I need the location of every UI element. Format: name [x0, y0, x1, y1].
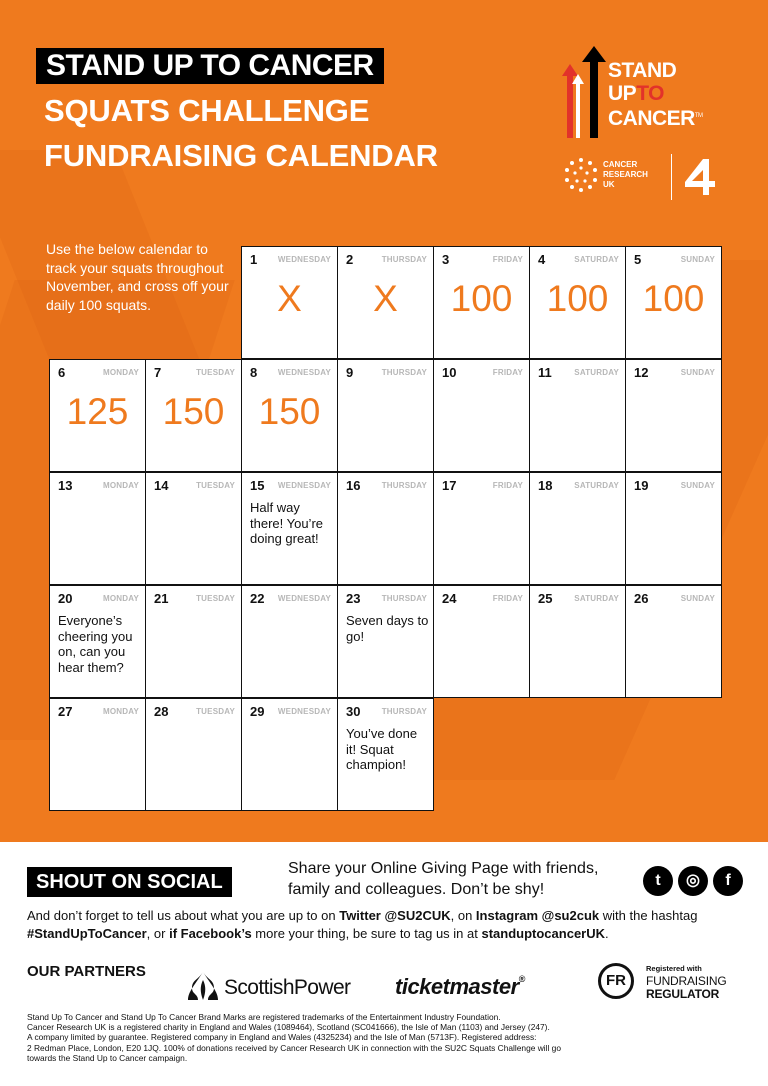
weekday-label: THURSDAY	[381, 594, 427, 603]
tagline-text: , on	[450, 908, 476, 923]
footer-line: A company limited by guarantee. Registered company in England and Wales (4325234) and the Isle of Man (5713F). Registered address:	[27, 1032, 537, 1043]
day-number: 28	[154, 704, 169, 719]
tagline-text: , or	[146, 926, 170, 941]
weekday-label: WEDNESDAY	[277, 707, 331, 716]
weekday-label: THURSDAY	[381, 368, 427, 377]
squat-entry: 100	[642, 278, 705, 319]
day-number: 29	[250, 704, 265, 719]
shout-on-social-label: SHOUT ON SOCIAL	[27, 867, 232, 897]
facebook-mention: if Facebook’s	[169, 926, 252, 941]
calendar-day-cell[interactable]	[433, 246, 530, 359]
shout-text: Share your Online Giving Page with friends, family and colleagues. Don’t be shy!	[288, 860, 599, 898]
cru-line-2: RESEARCH	[603, 170, 648, 179]
weekday-label: SUNDAY	[680, 255, 715, 264]
weekday-label: FRIDAY	[492, 255, 523, 264]
footer-line: Stand Up To Cancer and Stand Up To Cancer Brand Marks are registered trademarks of the Entertainment Industry Foundation.	[27, 1012, 501, 1022]
calendar-day-cell[interactable]	[145, 359, 242, 472]
day-number: 16	[346, 478, 361, 493]
scottishpower-text: ScottishPower	[224, 976, 351, 999]
day-number: 21	[154, 591, 169, 606]
facebook-icon[interactable]: f	[713, 866, 743, 896]
title-line-3: FUNDRAISING CALENDAR	[44, 138, 438, 173]
fr-line-1: Registered with	[646, 964, 702, 973]
day-number: 13	[58, 478, 73, 493]
squat-entry: X	[277, 278, 302, 319]
squat-entry: 100	[546, 278, 609, 319]
calendar-day-cell[interactable]	[433, 359, 530, 472]
our-partners-heading: OUR PARTNERS	[27, 963, 146, 980]
trademark-symbol: TM	[694, 113, 703, 119]
squat-entry: 125	[66, 391, 129, 432]
weekday-label: SUNDAY	[680, 594, 715, 603]
calendar-day-cell[interactable]	[241, 472, 338, 585]
ticketmaster-text: ticketmaster	[395, 974, 519, 999]
squat-entry: X	[373, 278, 398, 319]
squat-entry: 150	[258, 391, 321, 432]
day-number: 17	[442, 478, 457, 493]
weekday-label: FRIDAY	[492, 481, 523, 490]
day-number: 18	[538, 478, 553, 493]
cancer-research-uk-text	[603, 160, 648, 190]
title-line-2: SQUATS CHALLENGE	[44, 93, 370, 128]
weekday-label: SATURDAY	[574, 255, 619, 264]
calendar-day-cell[interactable]	[337, 359, 434, 472]
day-number: 27	[58, 704, 73, 719]
calendar-day-cell[interactable]	[145, 698, 242, 811]
day-number: 25	[538, 591, 553, 606]
weekday-label: THURSDAY	[381, 255, 427, 264]
calendar-day-cell[interactable]	[433, 472, 530, 585]
motivational-note: Half way there! You’re doing great!	[250, 500, 324, 546]
squat-entry: 150	[162, 391, 225, 432]
day-number: 15	[250, 478, 265, 493]
title-box: STAND UP TO CANCER	[36, 48, 384, 84]
logo-text-stand: STAND	[608, 59, 677, 82]
weekday-label: TUESDAY	[196, 368, 235, 377]
calendar-day-cell[interactable]	[241, 246, 338, 359]
calendar-day-cell[interactable]	[433, 585, 530, 698]
calendar-day-cell[interactable]	[241, 359, 338, 472]
day-number: 7	[154, 365, 162, 380]
calendar-day-cell[interactable]	[49, 585, 146, 698]
weekday-label: WEDNESDAY	[277, 481, 331, 490]
registered-mark: ®	[518, 974, 525, 984]
weekday-label: THURSDAY	[381, 707, 427, 716]
day-number: 9	[346, 365, 354, 380]
footer-line: 2 Redman Place, London, E20 1JQ. 100% of donations received by Cancer Research UK in connection with the SU2C Squats Challenge will go	[27, 1042, 561, 1053]
weekday-label: FRIDAY	[492, 368, 523, 377]
calendar-day-cell[interactable]	[49, 472, 146, 585]
day-number: 14	[154, 478, 169, 493]
stand-up-to-cancer-logo	[558, 46, 718, 146]
weekday-label: SATURDAY	[574, 481, 619, 490]
weekday-label: FRIDAY	[492, 594, 523, 603]
calendar-day-cell[interactable]	[529, 246, 626, 359]
weekday-label: MONDAY	[102, 368, 139, 377]
weekday-label: TUESDAY	[196, 594, 235, 603]
day-number: 30	[346, 704, 361, 719]
day-number: 3	[442, 252, 450, 267]
social-tagline	[27, 907, 747, 943]
day-number: 12	[634, 365, 649, 380]
weekday-label: WEDNESDAY	[277, 368, 331, 377]
arrows-icon	[558, 46, 608, 142]
day-number: 24	[442, 591, 457, 606]
day-number: 8	[250, 365, 258, 380]
cru-line-1: CANCER	[603, 160, 638, 169]
weekday-label: MONDAY	[102, 481, 139, 490]
calendar-day-cell[interactable]	[337, 246, 434, 359]
calendar-day-cell[interactable]	[241, 585, 338, 698]
logo-text-up: UP	[608, 82, 637, 105]
calendar-day-cell[interactable]	[625, 472, 722, 585]
weekday-label: WEDNESDAY	[277, 594, 331, 603]
calendar-day-cell[interactable]	[49, 359, 146, 472]
calendar-day-cell[interactable]	[49, 698, 146, 811]
calendar-day-cell[interactable]	[337, 585, 434, 698]
fr-line-3: REGULATOR	[646, 987, 720, 1001]
weekday-label: SUNDAY	[680, 481, 715, 490]
cancer-research-uk-icon	[563, 157, 599, 193]
instagram-icon[interactable]: ◎	[678, 866, 708, 896]
calendar-day-cell[interactable]	[529, 472, 626, 585]
day-number: 2	[346, 252, 354, 267]
motivational-note: You’ve done it! Squat champion!	[346, 726, 418, 772]
day-number: 6	[58, 365, 66, 380]
weekday-label: MONDAY	[102, 594, 139, 603]
twitter-icon[interactable]: t	[643, 866, 673, 896]
calendar-day-cell[interactable]	[241, 698, 338, 811]
tagline-text: more your thing, be sure to tag us in at	[251, 926, 482, 941]
footer-line: Cancer Research UK is a registered charity in England and Wales (1089464), Scotland (SC041666), the Isle of Man (1103) and Jersey (247).	[27, 1022, 550, 1033]
weekday-label: MONDAY	[102, 707, 139, 716]
day-number: 1	[250, 252, 258, 267]
calendar-day-cell[interactable]	[529, 585, 626, 698]
calendar-day-cell[interactable]	[625, 246, 722, 359]
instagram-handle[interactable]: Instagram @su2cuk	[475, 908, 600, 923]
intro-text: Use the below calendar to track your squats throughout November, and cross off your daily 100 squats.	[46, 241, 229, 313]
weekday-label: SATURDAY	[574, 368, 619, 377]
cru-line-3: UK	[603, 180, 615, 189]
day-number: 20	[58, 591, 73, 606]
footer-line: towards the Stand Up to Cancer campaign.	[27, 1052, 188, 1063]
logo-text-to: TO	[636, 82, 664, 105]
cancer-research-channel4-logos	[563, 154, 723, 212]
day-number: 4	[538, 252, 546, 267]
fr-badge: FR	[598, 963, 634, 999]
weekday-label: TUESDAY	[196, 481, 235, 490]
tagline-text: And don’t forget to tell us about what you are up to on	[27, 908, 340, 923]
weekday-label: TUESDAY	[196, 707, 235, 716]
day-number: 5	[634, 252, 642, 267]
calendar-day-cell[interactable]	[625, 359, 722, 472]
squat-entry: 100	[450, 278, 513, 319]
day-number: 26	[634, 591, 649, 606]
ticketmaster-logo	[395, 974, 525, 1000]
scottishpower-icon	[186, 970, 220, 1002]
calendar-day-cell[interactable]	[625, 585, 722, 698]
fundraising-regulator-logo	[598, 963, 748, 1005]
facebook-page[interactable]: standuptocancerUK	[481, 926, 606, 941]
weekday-label: SUNDAY	[680, 368, 715, 377]
weekday-label: SATURDAY	[574, 594, 619, 603]
motivational-note: Everyone’s cheering you on, can you hear them?	[58, 613, 133, 675]
day-number: 19	[634, 478, 649, 493]
hashtag[interactable]: #StandUpToCancer	[27, 926, 147, 941]
twitter-handle[interactable]: Twitter @SU2CUK	[339, 908, 451, 923]
channel-4-icon	[681, 157, 717, 197]
calendar-day-cell[interactable]	[529, 359, 626, 472]
weekday-label: WEDNESDAY	[277, 255, 331, 264]
day-number: 23	[346, 591, 361, 606]
fr-line-2: FUNDRAISING	[646, 974, 727, 988]
motivational-note: Seven days to go!	[346, 613, 429, 644]
day-number: 11	[538, 365, 552, 380]
weekday-label: THURSDAY	[381, 481, 427, 490]
tagline-text: .	[605, 926, 609, 941]
logo-text-cancer-word: CANCER	[608, 107, 695, 130]
calendar-day-cell[interactable]	[145, 472, 242, 585]
calendar-day-cell[interactable]	[145, 585, 242, 698]
logo-text-cancer	[608, 106, 703, 129]
calendar-day-cell[interactable]	[337, 698, 434, 811]
calendar-day-cell[interactable]	[337, 472, 434, 585]
logo-divider	[671, 154, 672, 200]
day-number: 22	[250, 591, 265, 606]
legal-footer	[27, 1012, 742, 1063]
tagline-text: with the hashtag	[599, 908, 698, 923]
day-number: 10	[442, 365, 457, 380]
logo-text-up-to	[608, 83, 664, 104]
